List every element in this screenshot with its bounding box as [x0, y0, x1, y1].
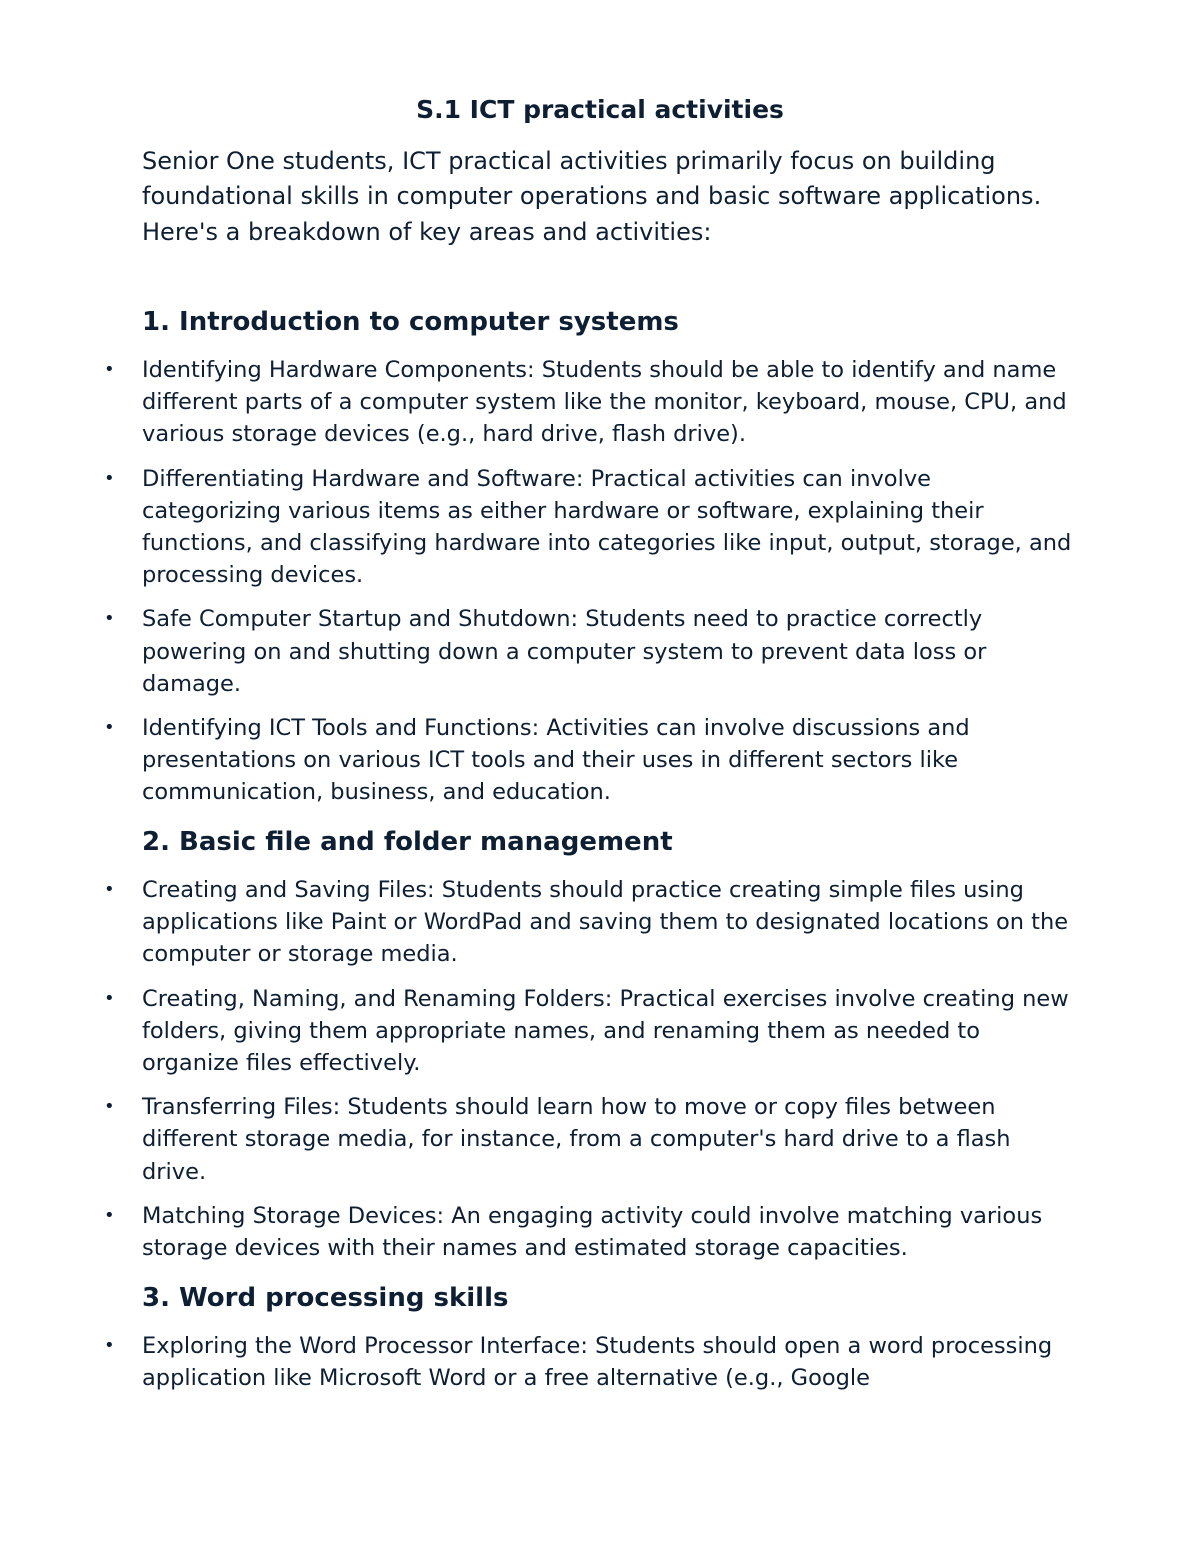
- bullet-icon: •: [104, 1335, 115, 1356]
- list-item-text: Creating, Naming, and Renaming Folders: Practical exercises involve creating new folders, giving them appropriate names, and renaming them as needed to organize files effectively.: [142, 985, 1069, 1077]
- section-heading-computer-systems: 1. Introduction to computer systems: [142, 307, 679, 337]
- document-title: S.1 ICT practical activities: [416, 95, 784, 124]
- list-item: [0, 1091, 1072, 1188]
- list-item-text: Identifying Hardware Components: Students should be able to identify and name different parts of a computer system like the monitor, keyboard, mouse, CPU, and various storage devices (e.g., hard drive, flash drive).: [142, 357, 1067, 448]
- list-item: [0, 983, 1072, 1080]
- bullet-icon: •: [104, 879, 115, 900]
- section-list-word-processing: [0, 1330, 1200, 1406]
- bullet-icon: •: [104, 717, 115, 739]
- intro-paragraph: Senior One students, ICT practical activities primarily focus on building foundational skills in computer operations and basic software applications. Here's a breakdown of key areas and activities:: [142, 147, 1042, 246]
- section-heading-word-processing: 3. Word processing skills: [142, 1283, 509, 1313]
- section-list-computer-systems: [0, 354, 1200, 821]
- bullet-icon: •: [104, 1096, 115, 1118]
- list-item-text: Safe Computer Startup and Shutdown: Students need to practice correctly powering on and shutting down a computer system to prevent data loss or damage.: [142, 606, 987, 697]
- list-item: [0, 1200, 1072, 1264]
- list-item: [0, 463, 1072, 592]
- bullet-icon: •: [104, 608, 115, 630]
- bullet-icon: •: [104, 1204, 115, 1226]
- list-item: [0, 712, 1072, 809]
- list-item-text: Differentiating Hardware and Software: Practical activities can involve categorizing various items as either hardware or software, explaining their functions, and classifying hardware into categories like input, output, storage, and processing devices.: [142, 465, 1072, 589]
- list-item: [0, 603, 1072, 700]
- list-item: [0, 874, 1072, 971]
- list-item-text: Creating and Saving Files: Students should practice creating simple files using applications like Paint or WordPad and saving them to designated locations on the computer or storage media.: [142, 877, 1069, 968]
- section-list-file-folder-management: [0, 874, 1200, 1276]
- list-item: [0, 354, 1072, 451]
- bullet-icon: •: [104, 987, 115, 1009]
- list-item-text: Exploring the Word Processor Interface: Students should open a word processing application like Microsoft Word or a free alternative (e.g., Google: [142, 1333, 1053, 1392]
- bullet-icon: •: [104, 467, 115, 489]
- list-item-text: Identifying ICT Tools and Functions: Activities can involve discussions and presentations on various ICT tools and their uses in different sectors like communication, business, and education.: [142, 715, 970, 806]
- list-item-text: Matching Storage Devices: An engaging activity could involve matching various storage devices with their names and estimated storage capacities.: [142, 1202, 1043, 1262]
- list-item-text: Transferring Files: Students should learn how to move or copy files between different storage media, for instance, from a computer's hard drive to a flash drive.: [142, 1094, 1011, 1185]
- section-heading-file-folder-management: 2. Basic file and folder management: [142, 827, 673, 857]
- bullet-icon: •: [104, 359, 115, 380]
- list-item: [0, 1330, 1072, 1394]
